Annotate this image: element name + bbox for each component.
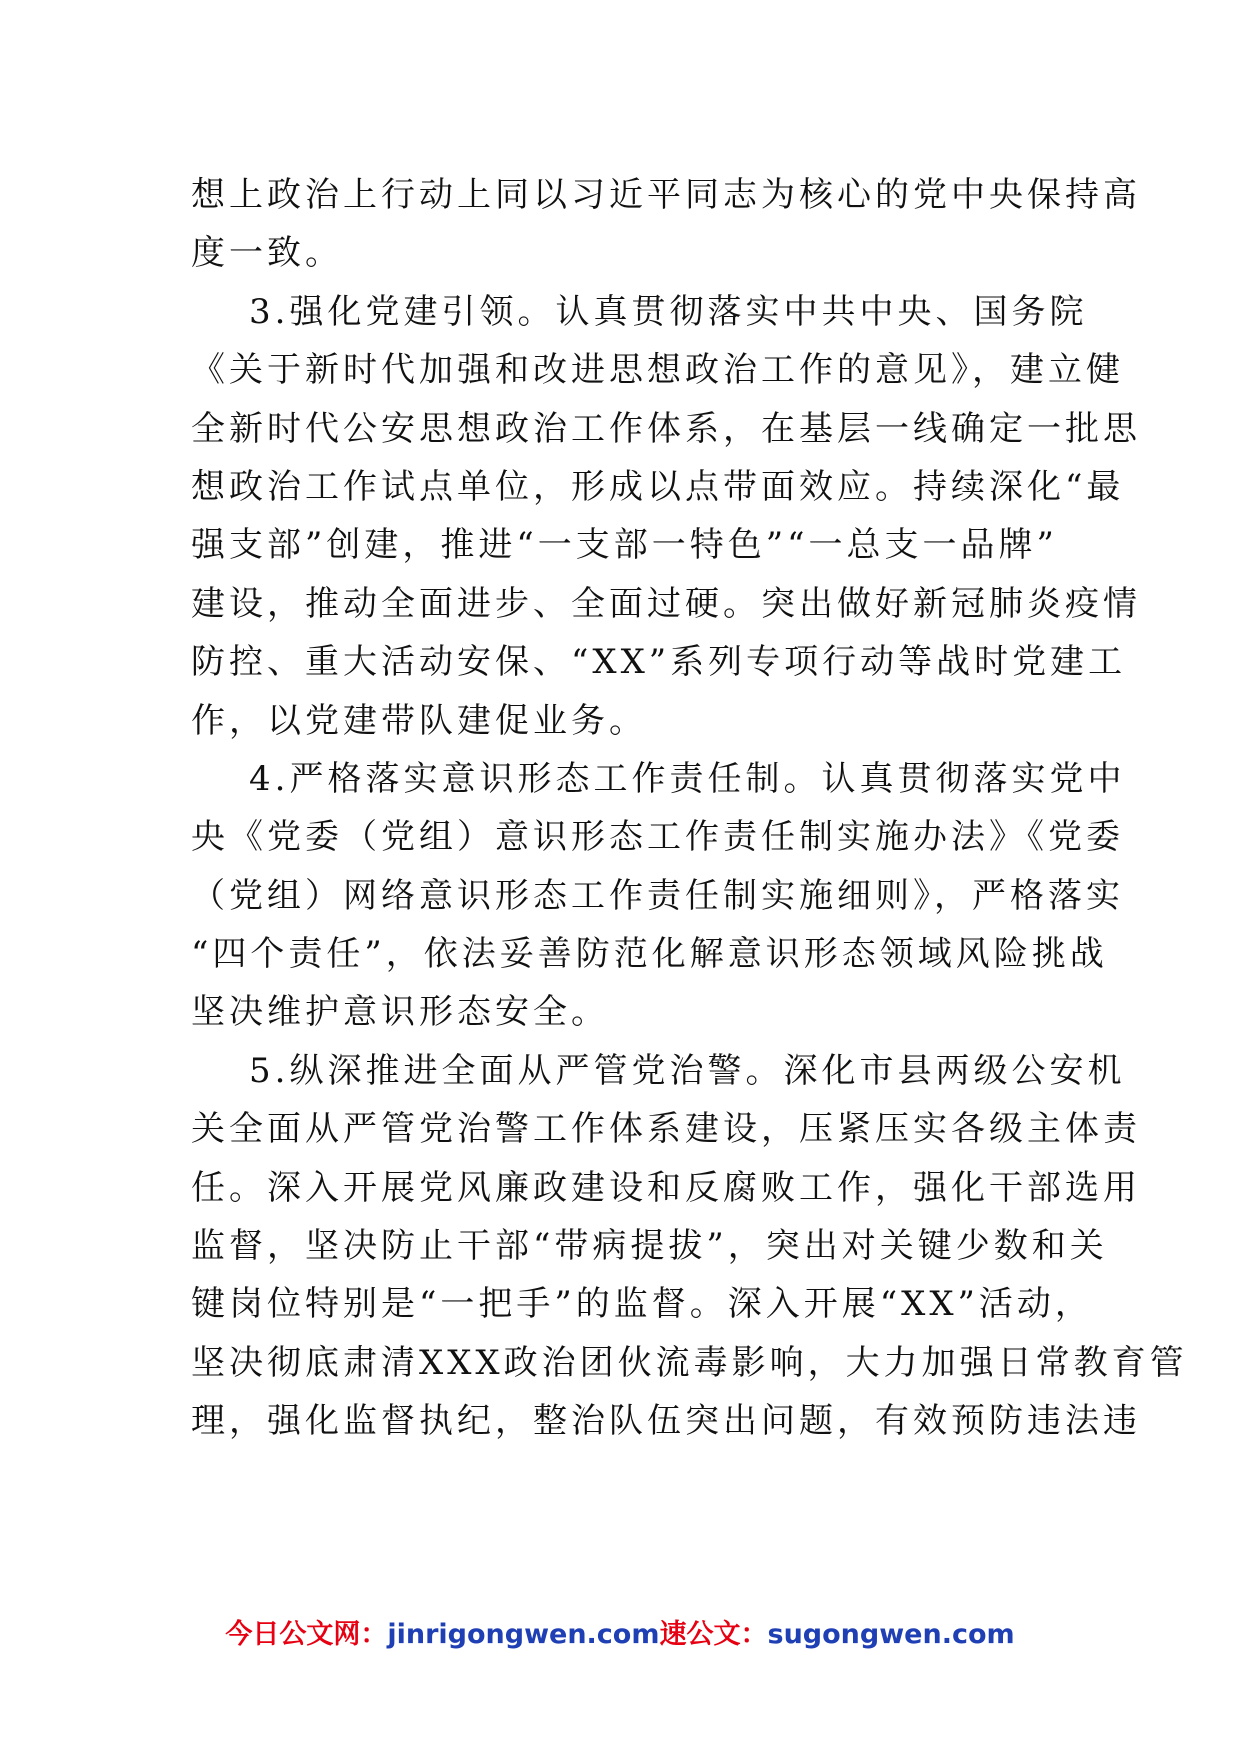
footer-site1-name: 今日公文网： [225, 1619, 388, 1650]
text-line: 建设，推动全面进步、全面过硬。突出做好新冠肺炎疫情 [191, 583, 1141, 624]
text-line: 4.严格落实意识形态工作责任制。认真贯彻落实党中 [249, 758, 1126, 799]
text-line: 监督，坚决防止干部“带病提拔”，突出对关键少数和关 [191, 1226, 1108, 1267]
text-line: （党组）网络意识形态工作责任制实施细则》，严格落实 [191, 875, 1124, 916]
text-line: 5.纵深推进全面从严管党治警。深化市县两级公安机 [249, 1050, 1126, 1091]
text-line: 关全面从严管党治警工作体系建设，压紧压实各级主体责 [191, 1109, 1141, 1150]
text-line: 央《党委（党组）意识形态工作责任制实施办法》《党委 [191, 817, 1124, 858]
text-line: 强支部”创建，推进“一支部一特色”“一总支一品牌” [191, 525, 1058, 566]
text-line: 坚决维护意识形态安全。 [191, 992, 609, 1033]
text-line: 坚决彻底肃清XXX政治团伙流毒影响，大力加强日常教育管 [191, 1342, 1188, 1383]
text-line: 3.强化党建引领。认真贯彻落实中共中央、国务院 [249, 291, 1088, 332]
document-body [191, 166, 1188, 1451]
text-line: 想政治工作试点单位，形成以点带面效应。持续深化“最 [191, 466, 1125, 507]
text-line: 《关于新时代加强和改进思想政治工作的意见》，建立健 [191, 350, 1124, 391]
text-line: 度一致。 [191, 233, 343, 274]
text-line: 任。深入开展党风廉政建设和反腐败工作，强化干部选用 [191, 1167, 1141, 1208]
footer-site1-url[interactable]: jinrigongwen.com [387, 1619, 660, 1650]
footer-watermark [0, 1612, 1240, 1651]
text-line: 想上政治上行动上同以习近平同志为核心的党中央保持高 [191, 175, 1141, 215]
text-line: 理，强化监督执纪，整治队伍突出问题，有效预防违法违 [191, 1401, 1141, 1442]
text-line: “四个责任”，依法妥善防范化解意识形态领域风险挑战 [191, 934, 1108, 975]
text-line: 作，以党建带队建促业务。 [191, 700, 647, 741]
text-line: 全新时代公安思想政治工作体系，在基层一线确定一批思 [191, 408, 1141, 449]
text-line: 防控、重大活动安保、“XX”系列专项行动等战时党建工 [191, 642, 1127, 683]
footer-site2-url[interactable]: sugongwen.com [767, 1619, 1015, 1650]
footer-site2-name: 速公文： [659, 1619, 768, 1650]
text-line: 键岗位特别是“一把手”的监督。深入开展“XX”活动， [191, 1284, 1093, 1325]
